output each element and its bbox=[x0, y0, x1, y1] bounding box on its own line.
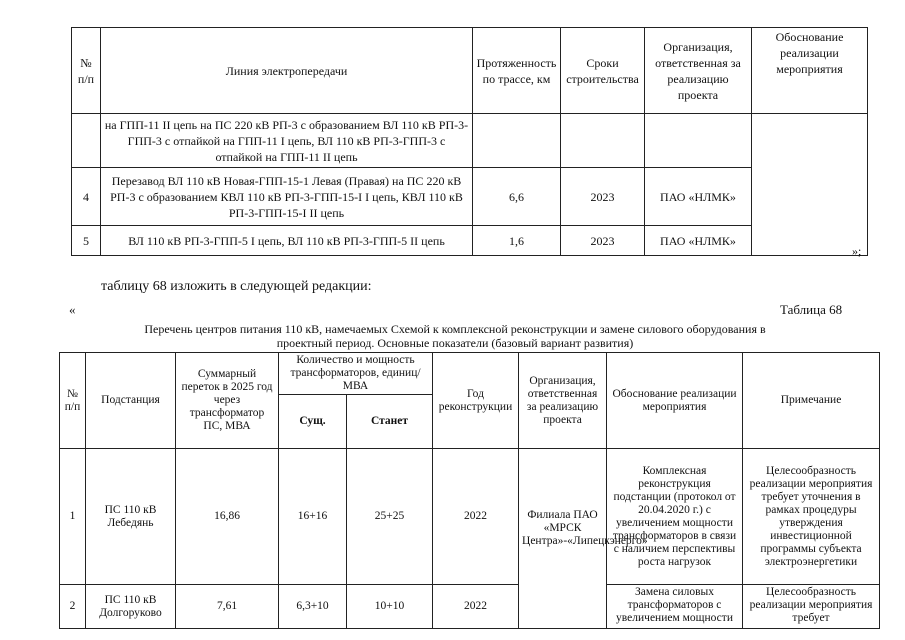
cell-org: ПАО «НЛМК» bbox=[645, 168, 752, 226]
table-header-row bbox=[60, 353, 880, 395]
cell-substation: ПС 110 кВ Лебедянь bbox=[86, 449, 176, 585]
cell-length bbox=[473, 114, 561, 168]
cell-num: 4 bbox=[72, 168, 101, 226]
opening-quote: « bbox=[69, 302, 76, 317]
header-count: Количество и мощность трансформаторов, единиц/МВА bbox=[279, 353, 433, 395]
cell-becomes: 10+10 bbox=[347, 585, 433, 629]
header-org: Организация, ответственная за реализацию проекта bbox=[519, 353, 607, 449]
header-basis: Обоснование реализации мероприятия bbox=[607, 353, 743, 449]
cell-terms: 2023 bbox=[561, 226, 645, 256]
cell-note: Целесообразность реализации мероприятия требует bbox=[743, 585, 880, 629]
cell-flow: 16,86 bbox=[176, 449, 279, 585]
cell-substation: ПС 110 кВ Долгоруково bbox=[86, 585, 176, 629]
closing-quote: »; bbox=[852, 244, 862, 258]
cell-num: 1 bbox=[60, 449, 86, 585]
table-row bbox=[72, 114, 868, 168]
cell-line: Перезавод ВЛ 110 кВ Новая-ГПП-15-1 Левая (Правая) на ПС 220 кВ РП-3 с образованием КВЛ 110 кВ РП-3-ГПП-15-I I цепь, КВЛ 110 кВ РП-3-ГПП-15-I II цепь bbox=[101, 168, 473, 226]
table-row bbox=[72, 168, 868, 226]
table-row bbox=[60, 585, 880, 629]
table-row bbox=[72, 226, 868, 256]
table-row bbox=[60, 449, 880, 585]
intro-text: таблицу 68 изложить в следующей редакции: bbox=[101, 279, 372, 294]
cell-line: ВЛ 110 кВ РП-3-ГПП-5 I цепь, ВЛ 110 кВ РП-3-ГПП-5 II цепь bbox=[101, 226, 473, 256]
header-line: Линия электропередачи bbox=[101, 28, 473, 114]
cell-org: Филиала ПАО «МРСК Центра»-«Липецкэнерго» bbox=[519, 449, 607, 629]
cell-line: на ГПП-11 II цепь на ПС 220 кВ РП-3 с образованием ВЛ 110 кВ РП-3-ГПП-3 с отпайкой на ГПП-11 I цепь, ВЛ 110 кВ РП-3-ГПП-3 с отпайкой на ГПП-11 II цепь bbox=[101, 114, 473, 168]
cell-org: ПАО «НЛМК» bbox=[645, 226, 752, 256]
cell-basis: Замена силовых трансформаторов с увеличением мощности bbox=[607, 585, 743, 629]
header-length: Протяженность по трассе, км bbox=[473, 28, 561, 114]
header-org: Организация, ответственная за реализацию проекта bbox=[645, 28, 752, 114]
header-becomes: Станет bbox=[347, 395, 433, 449]
header-num: № п/п bbox=[72, 28, 101, 114]
cell-terms bbox=[561, 114, 645, 168]
header-substation: Подстанция bbox=[86, 353, 176, 449]
header-year: Год реконструкции bbox=[433, 353, 519, 449]
cell-basis: Комплексная реконструкция подстанции (протокол от 20.04.2020 г.) с увеличением мощности трансформаторов в связи с наличием перспективы роста нагрузок bbox=[607, 449, 743, 585]
cell-terms: 2023 bbox=[561, 168, 645, 226]
table-header-row bbox=[72, 28, 868, 114]
substations-table bbox=[59, 352, 880, 629]
cell-org bbox=[645, 114, 752, 168]
header-num: № п/п bbox=[60, 353, 86, 449]
cell-exists: 16+16 bbox=[279, 449, 347, 585]
cell-year: 2022 bbox=[433, 585, 519, 629]
cell-note: Целесообразность реализации мероприятия требует уточнения в рамках процедуры утверждения инвестиционной программы субъекта электроэнергетики bbox=[743, 449, 880, 585]
table-caption: Перечень центров питания 110 кВ, намечаемых Схемой к комплексной реконструкции и замене силового оборудования в проектный период. Основные показатели (базовый вариант развития) bbox=[144, 322, 766, 350]
header-terms: Сроки строительства bbox=[561, 28, 645, 114]
cell-exists: 6,3+10 bbox=[279, 585, 347, 629]
header-exists: Сущ. bbox=[279, 395, 347, 449]
power-lines-table bbox=[71, 27, 868, 256]
header-note: Примечание bbox=[743, 353, 880, 449]
cell-num: 5 bbox=[72, 226, 101, 256]
table-label: Таблица 68 bbox=[780, 302, 843, 317]
cell-basis bbox=[752, 114, 868, 256]
cell-length: 6,6 bbox=[473, 168, 561, 226]
cell-num: 2 bbox=[60, 585, 86, 629]
cell-becomes: 25+25 bbox=[347, 449, 433, 585]
cell-flow: 7,61 bbox=[176, 585, 279, 629]
header-flow: Суммарный переток в 2025 год через трансформатор ПС, МВА bbox=[176, 353, 279, 449]
header-basis: Обоснование реализации мероприятия bbox=[752, 28, 868, 114]
cell-num bbox=[72, 114, 101, 168]
cell-length: 1,6 bbox=[473, 226, 561, 256]
cell-year: 2022 bbox=[433, 449, 519, 585]
